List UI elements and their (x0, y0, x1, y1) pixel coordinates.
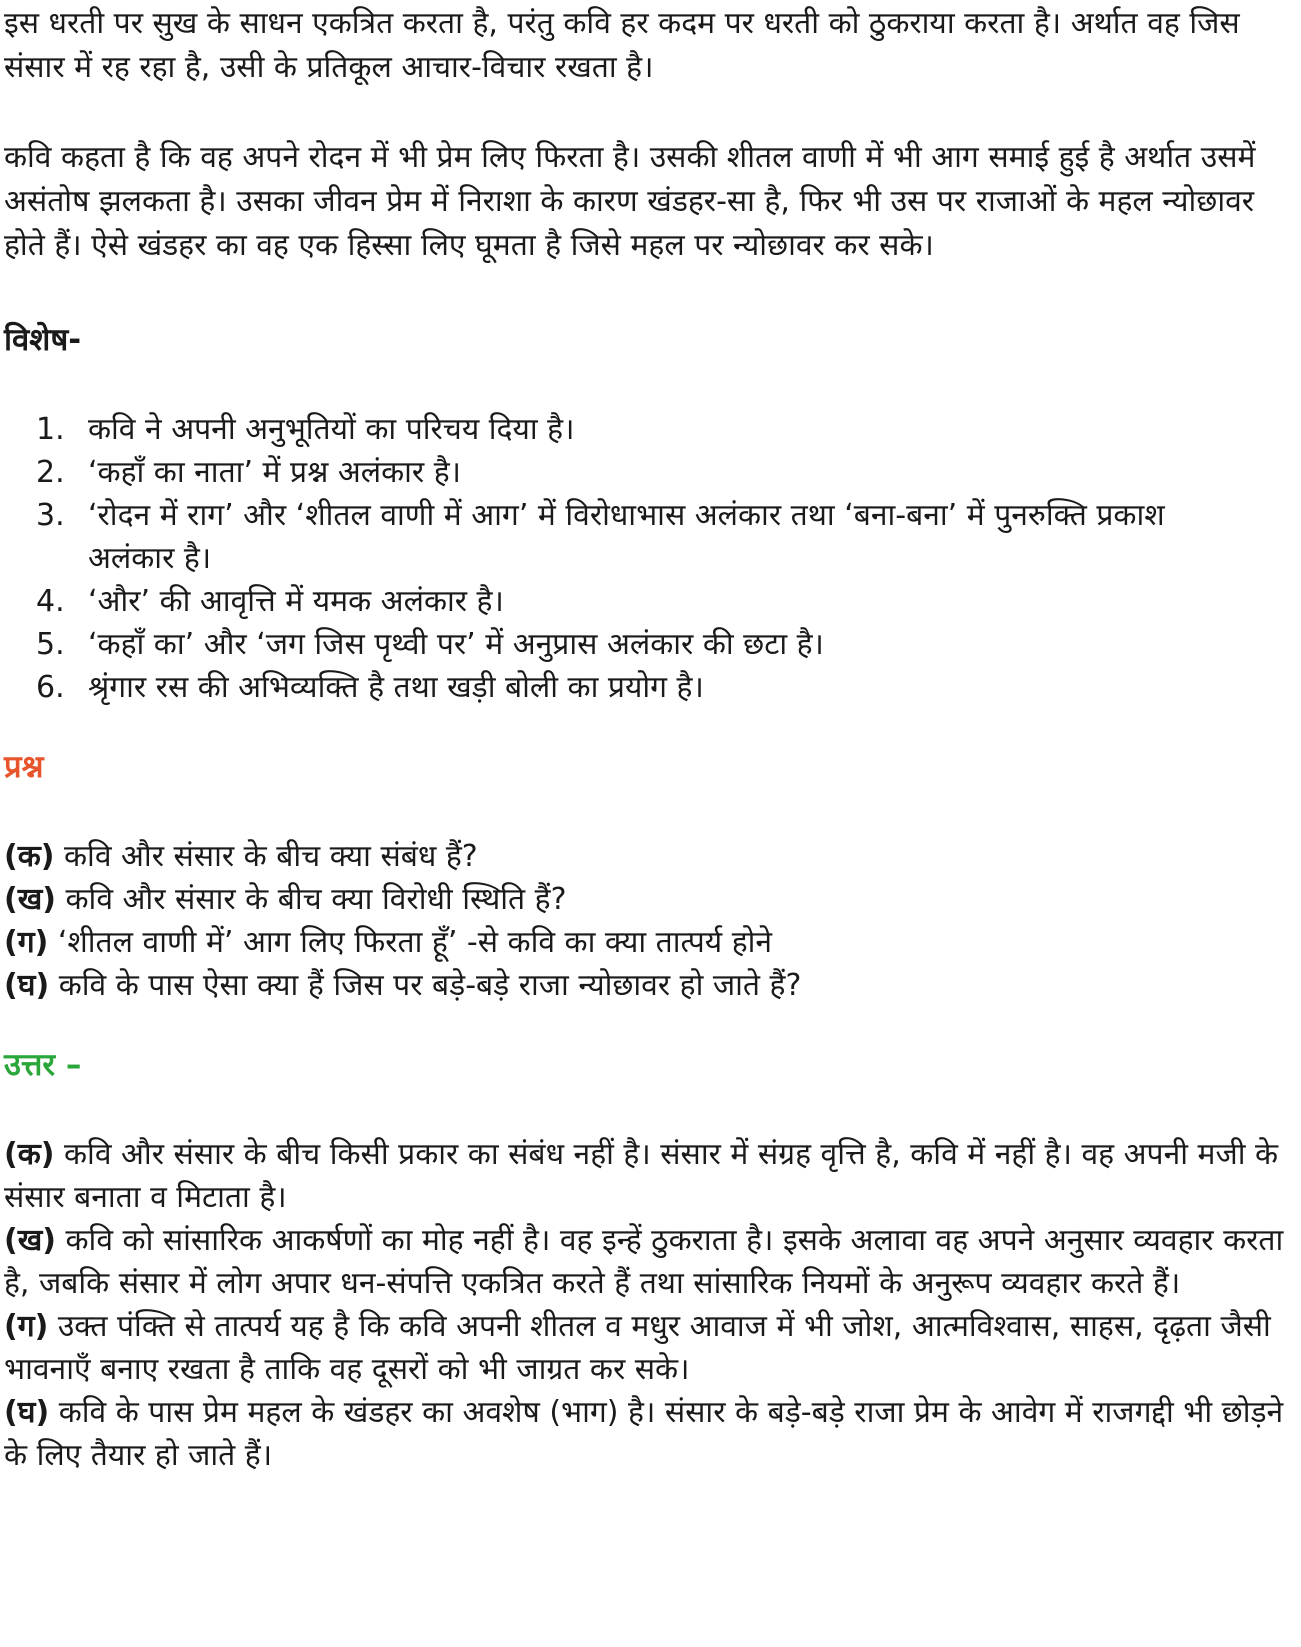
list-number: 5. (36, 627, 65, 662)
answer-kha (4, 1219, 1294, 1305)
list-item-text: श्रृंगार रस की अभिव्यक्ति है तथा खड़ी बोली का प्रयोग है। (88, 670, 704, 705)
answer-text: कवि के पास प्रेम महल के खंडहर का अवशेष (भाग) है। संसार के बड़े-बड़े राजा प्रेम के आवेग में राजगद्दी भी छोड़ने के लिए तैयार हो जाते हैं। (4, 1395, 1284, 1473)
answer-gha (4, 1391, 1294, 1477)
answer-tag: (ग) (4, 1309, 49, 1344)
vishesh-list (4, 408, 1301, 709)
list-item (36, 408, 1238, 451)
spacer (4, 90, 1301, 136)
list-item (36, 666, 1238, 709)
question-text: कवि और संसार के बीच क्या संबंध हैं? (54, 839, 478, 874)
list-item-text: ‘रोदन में राग’ और ‘शीतल वाणी में आग’ में विरोधाभास अलंकार तथा ‘बना-बना’ में पुनरुक्ति प्रकाश अलंकार है। (88, 498, 1165, 576)
prashn-heading: प्रश्न (4, 749, 44, 785)
question-tag: (ग) (4, 925, 49, 960)
answer-ka (4, 1133, 1294, 1219)
list-item (36, 451, 1238, 494)
spacer (4, 789, 1301, 835)
list-item (36, 580, 1238, 623)
list-number: 2. (36, 455, 65, 490)
question-text: कवि और संसार के बीच क्या विरोधी स्थिति हैं? (55, 882, 567, 917)
spacer (4, 268, 1301, 318)
list-number: 3. (36, 498, 65, 533)
list-item (36, 494, 1238, 580)
spacer (4, 1087, 1301, 1133)
question-text: ‘शीतल वाणी में’ आग लिए फिरता हूँ’ -से कवि का क्या तात्पर्य होने (48, 925, 773, 960)
question-tag: (क) (4, 839, 55, 874)
question-gha (4, 964, 1294, 1007)
list-item-text: ‘कहाँ का नाता’ में प्रश्न अलंकार है। (88, 455, 461, 490)
uttar-heading: उत्तर – (4, 1047, 82, 1083)
question-ka (4, 835, 1294, 878)
list-number: 1. (36, 412, 65, 447)
question-text: कवि के पास ऐसा क्या हैं जिस पर बड़े-बड़े राजा न्योछावर हो जाते हैं? (49, 968, 802, 1003)
answer-text: उक्त पंक्ति से तात्पर्य यह है कि कवि अपनी शीतल व मधुर आवाज में भी जोश, आत्मविश्वास, साहस, दृढ़ता जैसी भावनाएँ बनाए रखता है ताकि वह दूसरों को भी जाग्रत कर सके। (4, 1309, 1271, 1387)
question-kha (4, 878, 1294, 921)
list-item-text: कवि ने अपनी अनुभूतियों का परिचय दिया है। (88, 412, 575, 447)
intro-paragraph-1: इस धरती पर सुख के साधन एकत्रित करता है, परंतु कवि हर कदम पर धरती को ठुकराया करता है। अर्थात वह जिस संसार में रह रहा है, उसी के प्रतिकूल आचार-विचार रखता है। (4, 6, 1240, 85)
question-tag: (ख) (4, 882, 56, 917)
list-number: 4. (36, 584, 65, 619)
vishesh-heading: विशेष- (4, 322, 82, 358)
spacer (4, 1007, 1301, 1043)
list-item-text: ‘और’ की आवृत्ति में यमक अलंकार है। (88, 584, 504, 619)
answer-ga (4, 1305, 1294, 1391)
list-item-text: ‘कहाँ का’ और ‘जग जिस पृथ्वी पर’ में अनुप्रास अलंकार की छटा है। (88, 627, 824, 662)
list-number: 6. (36, 670, 65, 705)
spacer (4, 362, 1301, 408)
intro-paragraph-2: कवि कहता है कि वह अपने रोदन में भी प्रेम लिए फिरता है। उसकी शीतल वाणी में भी आग समाई हुई है अर्थात उसमें असंतोष झलकता है। उसका जीवन प्रेम में निराशा के कारण खंडहर-सा है, फिर भी उस पर राजाओं के महल न्योछावर होते हैं। ऐसे खंडहर का वह एक हिस्सा लिए घूमता है जिसे महल पर न्योछावर कर सके। (4, 140, 1256, 263)
answer-tag: (क) (4, 1137, 55, 1172)
spacer (4, 709, 1301, 745)
question-ga (4, 921, 1294, 964)
question-tag: (घ) (4, 968, 50, 1003)
answer-tag: (घ) (4, 1395, 50, 1430)
answer-tag: (ख) (4, 1223, 56, 1258)
answer-text: कवि और संसार के बीच किसी प्रकार का संबंध नहीं है। संसार में संग्रह वृत्ति है, कवि में नहीं है। वह अपनी मजी के संसार बनाता व मिटाता है। (4, 1137, 1279, 1215)
list-item (36, 623, 1238, 666)
answer-text: कवि को सांसारिक आकर्षणों का मोह नहीं है। वह इन्हें ठुकराता है। इसके अलावा वह अपने अनुसार व्यवहार करता है, जबकि संसार में लोग अपार धन-संपत्ति एकत्रित करते हैं तथा सांसारिक नियमों के अनुरूप व्यवहार करते हैं। (4, 1223, 1284, 1301)
